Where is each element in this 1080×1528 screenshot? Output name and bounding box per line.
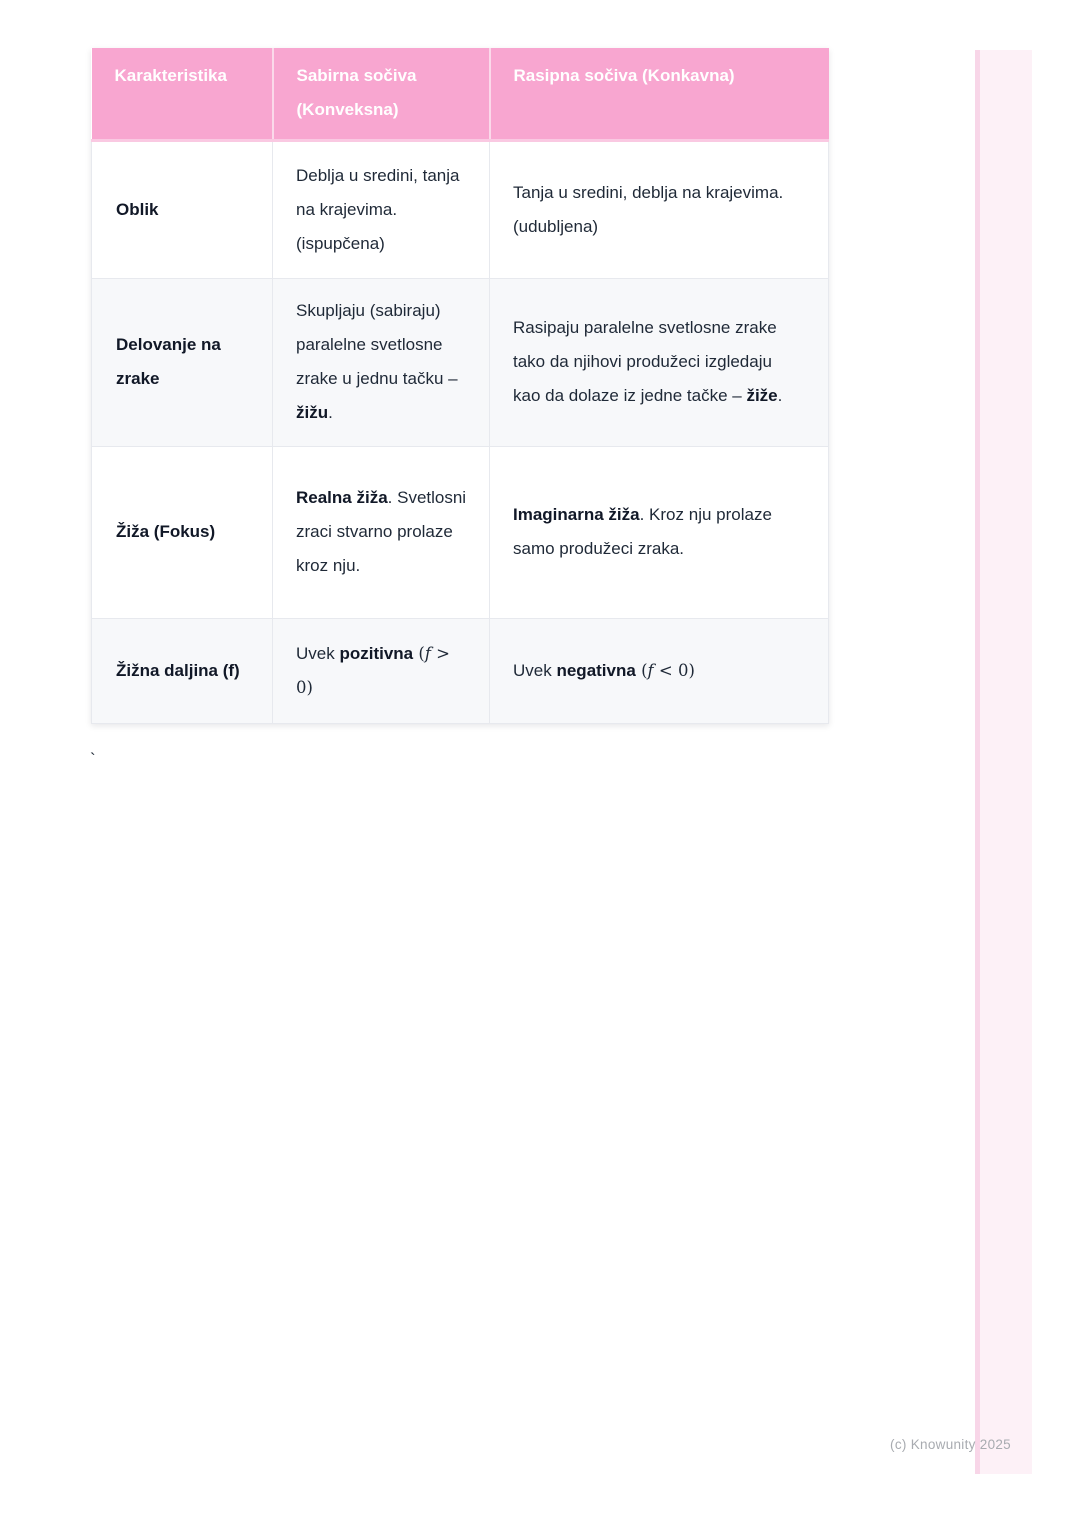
- copyright-notice: (c) Knowunity 2025: [890, 1437, 1011, 1452]
- cell-shape-convex: Deblja u sredini, tanja na krajevima. (ispupčena): [273, 140, 490, 278]
- row-label-focus: Žiža (Fokus): [92, 446, 273, 618]
- column-header-characteristic: Karakteristika: [92, 48, 273, 140]
- stray-backtick: `: [90, 750, 96, 769]
- cell-shape-concave: Tanja u sredini, deblja na krajevima. (udubljena): [490, 140, 829, 278]
- table-row-focus: [92, 446, 829, 618]
- cell-focal-length-concave: Uvek negativna (f < 0): [490, 618, 829, 723]
- table-row-ray-action: [92, 278, 829, 446]
- lens-comparison-table-container: [91, 48, 829, 724]
- cell-ray-action-concave: Rasipaju paralelne svetlosne zrake tako da njihovi produžeci izgledaju kao da dolaze iz jedne tačke – žiže.: [490, 278, 829, 446]
- table-row-shape: [92, 140, 829, 278]
- cell-focus-concave: Imaginarna žiža. Kroz nju prolaze samo produžeci zraka.: [490, 446, 829, 618]
- row-label-ray-action: Delovanje na zrake: [92, 278, 273, 446]
- column-header-convex-lens: Sabirna sočiva (Konveksna): [273, 48, 490, 140]
- page-side-strip: [975, 50, 1032, 1474]
- table-header-row: [92, 48, 829, 140]
- row-label-shape: Oblik: [92, 140, 273, 278]
- row-label-focal-length: Žižna daljina (f): [92, 618, 273, 723]
- lens-comparison-table: [91, 48, 829, 724]
- cell-ray-action-convex: Skupljaju (sabiraju) paralelne svetlosne zrake u jednu tačku – žižu.: [273, 278, 490, 446]
- table-row-focal-length: [92, 618, 829, 723]
- column-header-concave-lens: Rasipna sočiva (Konkavna): [490, 48, 829, 140]
- cell-focus-convex: Realna žiža. Svetlosni zraci stvarno prolaze kroz nju.: [273, 446, 490, 618]
- cell-focal-length-convex: Uvek pozitivna (f > 0): [273, 618, 490, 723]
